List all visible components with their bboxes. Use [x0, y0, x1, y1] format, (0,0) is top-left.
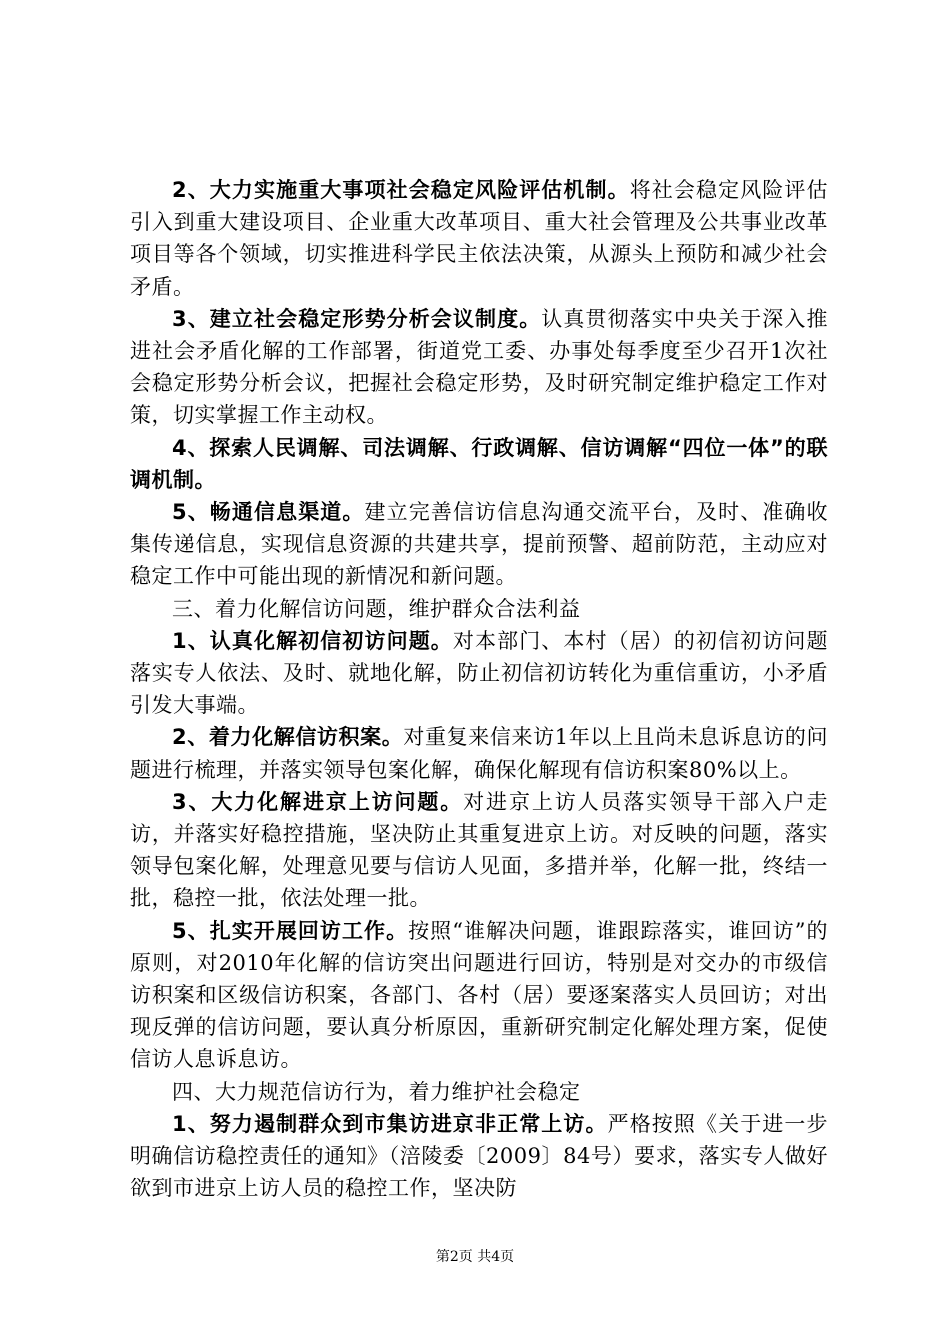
- paragraph-text: 对本部门、本村（居）的初信初访问题落实专人依法、及时、就地化解，防止初信初访转化为重信重访，小矛盾引发大事端。: [130, 628, 828, 718]
- section-heading-four: [130, 1076, 828, 1108]
- paragraph-text: 认真贯彻落实中央关于深入推进社会矛盾化解的工作部署，街道党工委、办事处每季度至少召开1次社会稳定形势分析会议，把握社会稳定形势，及时研究制定维护稳定工作对策，切实掌握工作主动权。: [130, 306, 828, 428]
- paragraph-lead: 5、畅通信息渠道。: [172, 500, 365, 525]
- paragraph-stability-meeting: [130, 303, 828, 432]
- page-number-footer: 第2页 共4页: [435, 1249, 515, 1265]
- paragraph-lead: 2、大力实施重大事项社会稳定风险评估机制。: [172, 178, 630, 202]
- paragraph-text: 对重复来信来访1年以上且尚未息诉息访的问题进行梳理，并落实领导包案化解，确保化解现有信访积案80%以上。: [130, 725, 828, 782]
- paragraph-text: 严格按照《关于进一步明确信访稳控责任的通知》（涪陵委〔2009〕84号）要求，落实专人做好欲到市进京上访人员的稳控工作，坚决防: [130, 1111, 828, 1201]
- section-heading-text: 三、着力化解信访问题，维护群众合法利益: [172, 596, 581, 621]
- document-body: [130, 174, 828, 1205]
- paragraph-lead: 5、扎实开展回访工作。: [172, 918, 409, 943]
- paragraph-text: 对进京上访人员落实领导干部入户走访，并落实好稳控措施，坚决防止其重复进京上访。对反映的问题，落实领导包案化解，处理意见要与信访人见面，多措并举，化解一批，终结一批，稳控一批，依法处理一批。: [130, 789, 828, 911]
- paragraph-curb-abnormal-petitions: [130, 1108, 828, 1205]
- paragraph-text: 建立完善信访信息沟通交流平台，及时、准确收集传递信息，实现信息资源的共建共享，提前预警、超前防范，主动应对稳定工作中可能出现的新情况和新问题。: [130, 500, 828, 589]
- paragraph-follow-up-visits: [130, 915, 828, 1076]
- paragraph-initial-petitions: [130, 625, 828, 722]
- paragraph-risk-assessment: [130, 174, 828, 303]
- section-heading-three: [130, 593, 828, 625]
- paragraph-lead: 3、大力化解进京上访问题。: [172, 789, 464, 814]
- paragraph-lead: 2、着力化解信访积案。: [172, 725, 404, 750]
- section-heading-text: 四、大力规范信访行为，着力维护社会稳定: [172, 1079, 581, 1104]
- paragraph-text: 按照“谁解决问题，谁跟踪落实，谁回访”的原则，对2010年化解的信访突出问题进行回访，特别是对交办的市级信访积案和区级信访积案，各部门、各村（居）要逐案落实人员回访；对出现反弹的信访问题，要认真分析原因，重新研究制定化解处理方案，促使信访人息诉息访。: [130, 918, 828, 1072]
- paragraph-information-channels: [130, 496, 828, 593]
- paragraph-lead: 3、建立社会稳定形势分析会议制度。: [172, 306, 542, 331]
- paragraph-lead: 1、努力遏制群众到市集访进京非正常上访。: [172, 1111, 608, 1136]
- paragraph-joint-mediation: [130, 432, 828, 496]
- paragraph-lead: 4、探索人民调解、司法调解、行政调解、信访调解“四位一体”的联调机制。: [130, 435, 828, 492]
- paragraph-beijing-petitions: [130, 786, 828, 915]
- paragraph-lead: 1、认真化解初信初访问题。: [172, 628, 453, 653]
- paragraph-text: 将社会稳定风险评估引入到重大建设项目、企业重大改革项目、重大社会管理及公共事业改革项目等各个领域，切实推进科学民主依法决策，从源头上预防和减少社会矛盾。: [130, 178, 828, 299]
- paragraph-backlog-cases: [130, 721, 828, 785]
